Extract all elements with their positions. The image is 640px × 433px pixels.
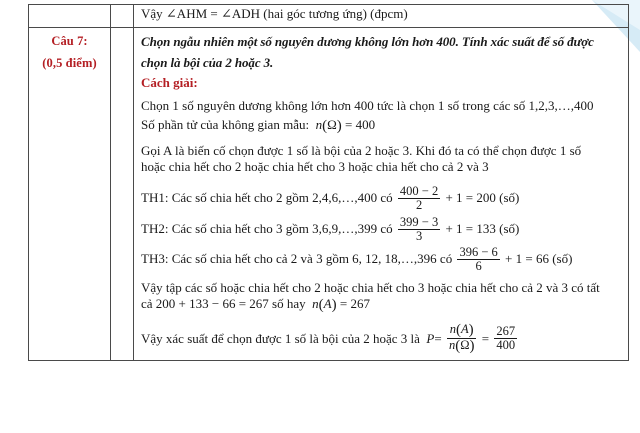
case-th1-tail: + 1 = 200 (số): [445, 190, 520, 206]
table-row: [29, 5, 629, 28]
equals-sign: =: [481, 330, 490, 346]
probability-value-denominator: 400: [496, 338, 516, 353]
n-symbol: n: [312, 295, 319, 311]
probability-value-fraction: [494, 325, 517, 352]
solution-step-1: Chọn 1 số nguyên dương không lớn hơn 400 tức là chọn 1 số trong các số 1,2,3,…,400: [141, 98, 594, 114]
problem-statement-line-2: chọn là bội của 2 hoặc 3.: [141, 55, 274, 71]
case-th3-numerator: 396 − 6: [459, 245, 498, 260]
conclusion-line-2-prefix: cả: [141, 295, 153, 311]
count-arithmetic: 200 + 133 − 66 = 267: [155, 295, 269, 311]
case-th1-numerator: 400 − 2: [399, 183, 439, 198]
final-answer-text: Vậy xác suất để chọn được 1 số là bội của 2 hoặc 3 là: [141, 330, 420, 346]
answer-key-table: [28, 4, 629, 361]
case-th1-text: TH1: Các số chia hết cho 2 gồm 2,4,6,…,400 có: [141, 190, 393, 206]
probability-numerator: n(A): [447, 323, 477, 340]
case-th3: [141, 244, 621, 275]
case-th3-fraction: [457, 246, 499, 273]
case-th2-numerator: 399 − 3: [399, 214, 439, 229]
event-count-formula: n(A) = 267: [312, 295, 370, 313]
case-th2-tail: + 1 = 133 (số): [445, 220, 520, 236]
conclusion-line-2: [141, 297, 621, 313]
problem-statement-line-1: Chọn ngẫu nhiên một số nguyên dương không lớn hơn 400. Tính xác suất để số được: [141, 34, 594, 49]
carry-over-statement: Vậy ∠AHM = ∠ADH (hai góc tương ứng) (đpcm): [141, 6, 408, 21]
solution-step-2-text: Số phần tử của không gian mẫu:: [141, 117, 310, 133]
p-symbol: P: [426, 330, 435, 346]
case-th1-fraction: [398, 185, 440, 212]
equals-sign: =: [339, 295, 348, 311]
carry-row-label-cell: [29, 5, 111, 28]
question-points: (0,5 điểm): [42, 55, 97, 70]
conclusion-line-2-mid: số hay: [272, 295, 306, 311]
carry-row-content-cell: [134, 5, 629, 28]
sample-space-formula: n(Ω) = 400: [315, 117, 376, 135]
equals-sign: =: [434, 330, 442, 346]
solution-heading: Cách giải:: [141, 75, 198, 91]
case-th1-denominator: 2: [415, 197, 423, 212]
question-number: Câu 7:: [51, 34, 88, 48]
case-th3-denominator: 6: [475, 259, 482, 274]
solution-content-cell: [134, 28, 629, 361]
conclusion-line-1: Vậy tập các số hoặc chia hết cho 2 hoặc chia hết cho 3 hoặc chia hết cho cả 2 và 3 có tất: [141, 279, 600, 295]
solution-step-2: [141, 118, 621, 134]
equals-sign: =: [345, 117, 353, 133]
final-answer-line: [141, 323, 621, 355]
solution-step-3-line-1: Gọi A là biến cố chọn được 1 số là bội của 2 hoặc 3. Khi đó ta có thể chọn được 1 số: [141, 143, 582, 159]
case-th2: [141, 214, 621, 245]
sample-space-value: 400: [355, 117, 376, 133]
spacer-cell: [111, 28, 134, 361]
case-th3-tail: + 1 = 66 (số): [505, 251, 573, 267]
event-count-value: 267: [350, 295, 370, 311]
omega-symbol: Ω: [327, 117, 337, 133]
case-th3-text: TH3: Các số chia hết cho cả 2 và 3 gồm 6, 12, 18,…,396 có: [141, 251, 453, 267]
table-row: [29, 28, 629, 361]
solution-step-3-line-2: hoặc chia hết cho 2 hoặc chia hết cho 3 hoặc chia hết cho cả 2 và 3: [141, 159, 489, 175]
case-th1: [141, 183, 621, 214]
event-a-symbol: A: [323, 295, 332, 311]
probability-value-numerator: 267: [496, 324, 516, 339]
case-th2-text: TH2: Các số chia hết cho 3 gồm 3,6,9,…,399 có: [141, 220, 393, 236]
case-th2-denominator: 3: [415, 228, 423, 243]
n-symbol: n: [315, 117, 323, 133]
question-label-cell: [29, 28, 111, 361]
problem-statement: [141, 31, 621, 73]
case-th2-fraction: [398, 216, 440, 243]
carry-row-spacer-cell: [111, 5, 134, 28]
probability-denominator: n(Ω): [448, 338, 475, 355]
probability-ratio-fraction: [447, 323, 477, 355]
